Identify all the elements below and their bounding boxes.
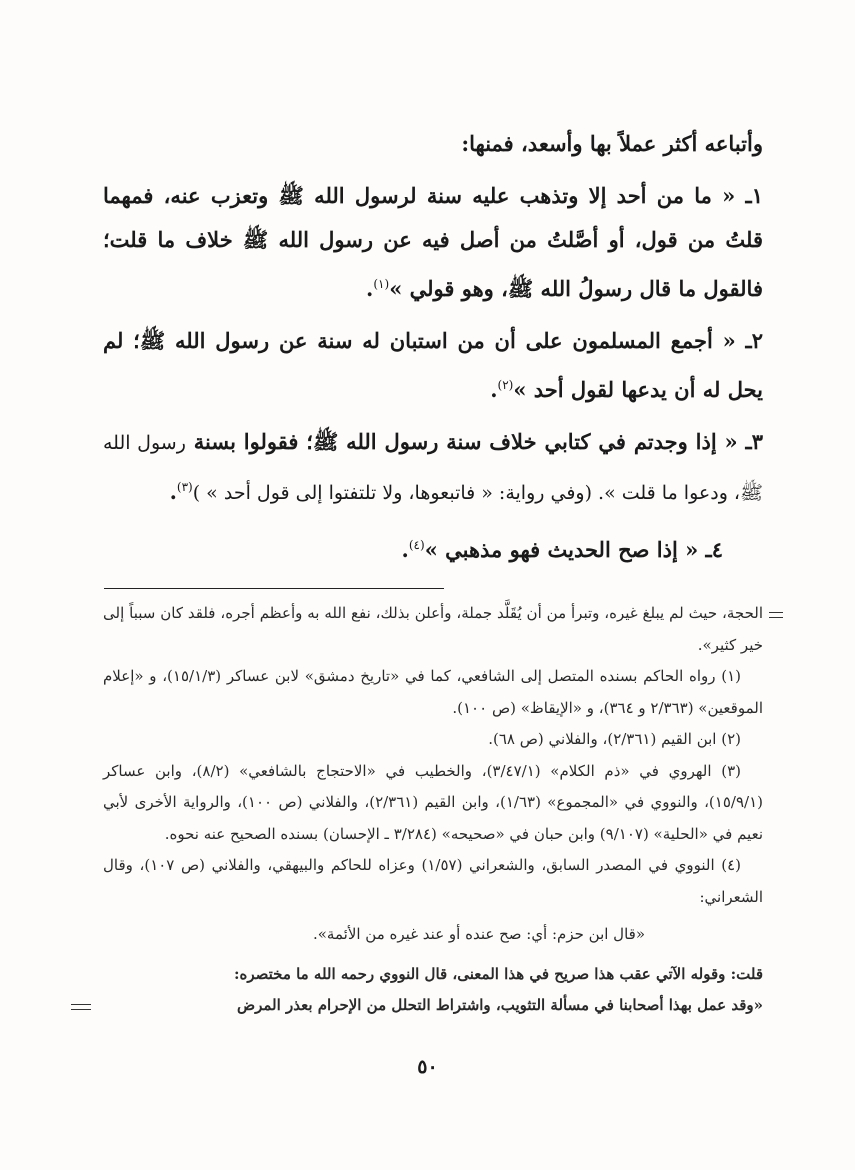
quote-item-3-light: رسول الله ﷺ، ودعوا ما قلت ». (وفي رواية: « فاتبعوها، ولا تلتفتوا إلى قول أحد » ) xyxy=(103,432,763,504)
footnote-last-line xyxy=(103,990,763,1022)
footnote-note: قلت: وقوله الآتي عقب هذا صريح في هذا المعنى، قال النووي رحمه الله ما مختصره: xyxy=(233,964,763,983)
footnote-continuation-text: الحجة، حيث لم يبلغ غيره، وتبرأ من أن يُقَلَّد جملة، وأعلن بذلك، نفع الله به وأعظم أجره، فلقد كان سبباً إلى خير كثير». xyxy=(103,604,763,654)
item-3-period: . xyxy=(169,479,177,504)
quote-item-3-bold: ٣ـ « إذا وجدتم في كتابي خلاف سنة رسول الله ﷺ؛ فقولوا بسنة xyxy=(193,429,763,454)
quote-item-4-text: ٤ـ « إذا صح الحديث فهو مذهبي » xyxy=(424,537,723,562)
footnote-2: (٢) ابن القيم (٢/٣٦١)، والفلاني (ص ٦٨). xyxy=(488,730,741,748)
main-text xyxy=(103,122,763,572)
quote-item-2-text: ٢ـ « أجمع المسلمون على أن من استبان له سنة عن رسول الله ﷺ؛ لم يحل له أن يدعها لقول أحد » xyxy=(103,328,763,402)
quote-item-1 xyxy=(103,174,763,311)
continuation-mark-icon xyxy=(769,612,783,618)
footnote-ref-4: (٤) xyxy=(408,538,425,552)
footnote-4: (٤) النووي في المصدر السابق، والشعراني (١/٥٧) وعزاه للحاكم والبيهقي، والفلاني (ص ١٠٧)، وقال الشعراني: xyxy=(103,856,763,906)
footnotes xyxy=(103,598,763,1022)
item-1-period: . xyxy=(366,276,374,301)
page-number: ٥٠ xyxy=(417,1056,438,1078)
footnote-ref-2: (٢) xyxy=(497,378,514,392)
footnote-3: (٣) الهروي في «ذم الكلام» (٣/٤٧/١)، والخطيب في «الاحتجاج بالشافعي» (٨/٢)، وابن عساكر (١٥/٩/١)، والنووي في «المجموع» (١/٦٣)، وابن القيم (٢/٣٦١)، والفلاني (ص ١٠٠)، والرواية الأخرى لأبي نعيم في «الحلية» (٩/١٠٧) وابن حبان في «صحيحه» (٣/٢٨٤ ـ الإحسان) بسنده الصحيح عنه نحوه. xyxy=(103,761,763,843)
continuation-end-mark-icon xyxy=(71,1004,91,1010)
quote-item-1-text: ١ـ « ما من أحد إلا وتذهب عليه سنة لرسول الله ﷺ وتعزب عنه، فمهما قلتُ من قول، أو أصَّلتُ من أصل فيه عن رسول الله ﷺ خلاف ما قلت؛ فالقول ما قال رسولُ الله ﷺ، وهو قولي » xyxy=(103,183,763,301)
footnote-1: (١) رواه الحاكم بسنده المتصل إلى الشافعي، كما في «تاريخ دمشق» لابن عساكر (١٥/١/٣)، و «إعلام الموقعين» (٢/٣٦٣ و ٣٦٤)، و «الإيقاظ» (ص ١٠٠). xyxy=(103,667,763,717)
footnote-separator xyxy=(104,588,444,589)
quote-item-4 xyxy=(103,523,763,572)
quote-item-2 xyxy=(103,319,763,412)
footnote-continuation xyxy=(103,598,763,661)
footnote-last-line-text: «وقد عمل بهذا أصحابنا في مسألة التثويب، واشتراط التحلل من الإحرام بعذر المرض xyxy=(236,996,763,1014)
footnote-ref-3: (٣) xyxy=(176,480,193,494)
footnote-quote: «قال ابن حزم: أي: صح عنده أو عند غيره من الأئمة». xyxy=(312,925,645,943)
quote-item-3 xyxy=(103,420,763,515)
item-2-period: . xyxy=(490,377,498,402)
item-4-period: . xyxy=(401,537,409,562)
intro-line: وأتباعه أكثر عملاً بها وأسعد، فمنها: xyxy=(461,131,763,156)
footnote-ref-1: (١) xyxy=(373,277,390,291)
